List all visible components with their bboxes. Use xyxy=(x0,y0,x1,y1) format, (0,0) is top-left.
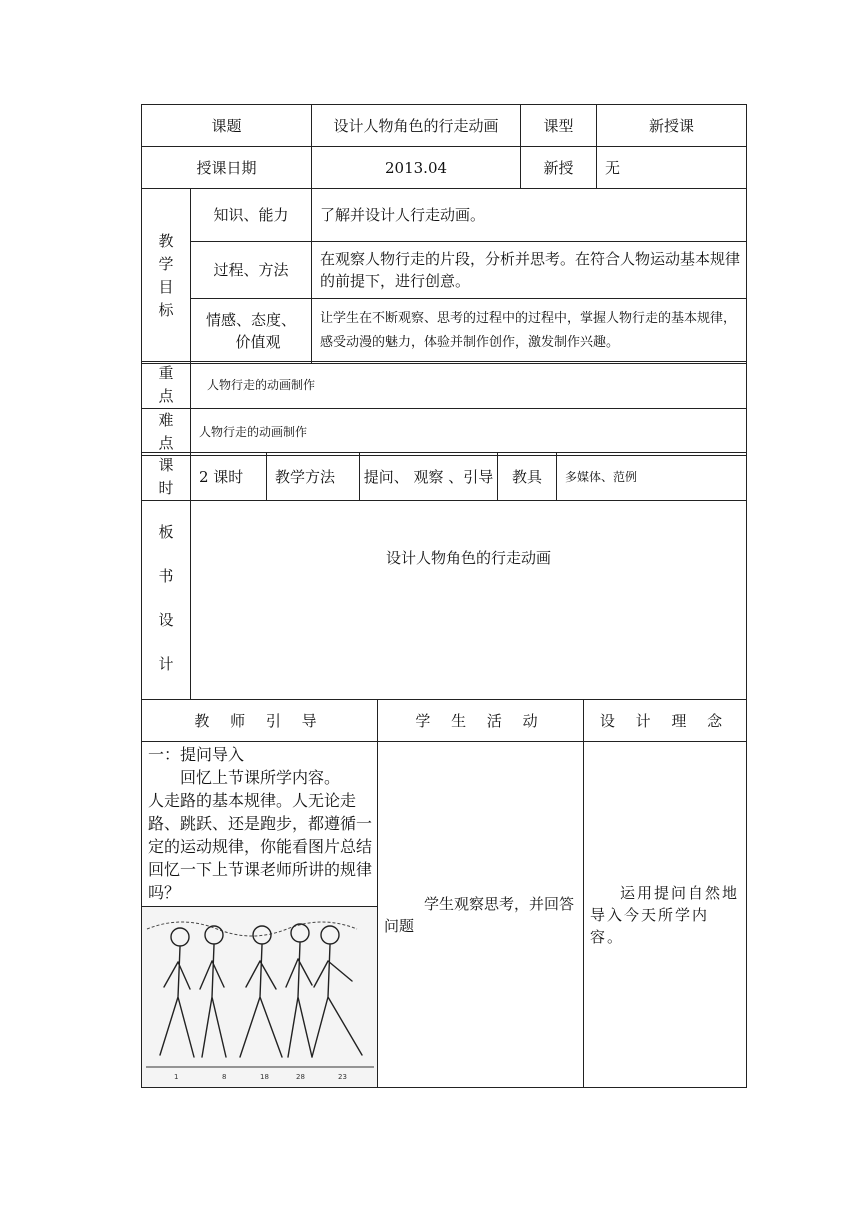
difficulty-text: 人物行走的动画制作 xyxy=(191,409,747,456)
new-label: 新授 xyxy=(521,147,597,189)
walking-figure-illustration xyxy=(142,907,377,1087)
design-rationale-cell xyxy=(584,742,747,1088)
lesson-info-table xyxy=(141,104,747,364)
figure-tick-3: 18 xyxy=(260,1073,269,1081)
new-value: 无 xyxy=(597,147,747,189)
header-student-activity: 学 生 活 动 xyxy=(378,700,584,742)
board-label: 板 书 设 计 xyxy=(142,501,191,700)
objectives-label: 教 学 目 标 xyxy=(142,189,191,364)
figure-tick-1: 1 xyxy=(174,1073,179,1081)
teacher-guide-cell xyxy=(142,742,378,1088)
type-value: 新授课 xyxy=(597,105,747,147)
student-activity-text: 学生观察思考，并回答问题 xyxy=(384,894,575,935)
difficulty-label: 难 点 xyxy=(142,409,191,456)
objective-label-knowledge: 知识、能力 xyxy=(191,189,312,242)
hours-label: 课 时 xyxy=(142,453,191,501)
topic-value: 设计人物角色的行走动画 xyxy=(312,105,521,147)
board-table xyxy=(141,500,747,700)
method-label: 教学方法 xyxy=(267,453,360,501)
figure-tick-2: 8 xyxy=(222,1073,227,1081)
type-label: 课型 xyxy=(521,105,597,147)
header-teacher-guide: 教 师 引 导 xyxy=(142,700,378,742)
objective-label-emotion: 情感、态度、 价值观 xyxy=(191,299,312,364)
tools-label: 教具 xyxy=(498,453,557,501)
tools-value: 多媒体、范例 xyxy=(557,453,747,501)
walking-cycle-figure xyxy=(142,906,377,1087)
method-value: 提问、 观察 、引导 xyxy=(360,453,498,501)
objective-label-process: 过程、方法 xyxy=(191,242,312,299)
focus-table xyxy=(141,361,747,456)
student-activity-cell xyxy=(378,742,584,1088)
design-rationale-text: 运用提问自然地导入今天所学内容。 xyxy=(590,883,740,946)
board-content: 设计人物角色的行走动画 xyxy=(191,501,747,700)
date-value: 2013.04 xyxy=(312,147,521,189)
figure-tick-4: 28 xyxy=(296,1073,305,1081)
figure-tick-5: 23 xyxy=(338,1073,347,1081)
hours-table xyxy=(141,452,747,501)
header-design-rationale: 设 计 理 念 xyxy=(584,700,747,742)
objective-text-process: 在观察人物行走的片段，分析并思考。在符合人物运动基本规律的前提下，进行创意。 xyxy=(312,242,747,299)
guide-recall: 回忆上节课所学内容。 xyxy=(180,768,341,787)
date-label: 授课日期 xyxy=(142,147,312,189)
focus-label: 重 点 xyxy=(142,362,191,409)
guide-question: 人走路的基本规律。人无论走路、跳跃、还是跑步，都遵循一定的运动规律，你能看图片总结回忆一下上节课老师所讲的规律吗？ xyxy=(148,791,373,902)
focus-text: 人物行走的动画制作 xyxy=(191,362,747,409)
objective-text-emotion: 让学生在不断观察、思考的过程中的过程中，掌握人物行走的基本规律，感受动漫的魅力，体验并制作创作，激发制作兴趣。 xyxy=(312,299,747,364)
process-table xyxy=(141,699,747,1088)
topic-label: 课题 xyxy=(142,105,312,147)
guide-step-title: 一：提问导入 xyxy=(148,745,245,764)
hours-value: 2 课时 xyxy=(191,453,267,501)
objective-text-knowledge: 了解并设计人行走动画。 xyxy=(312,189,747,242)
